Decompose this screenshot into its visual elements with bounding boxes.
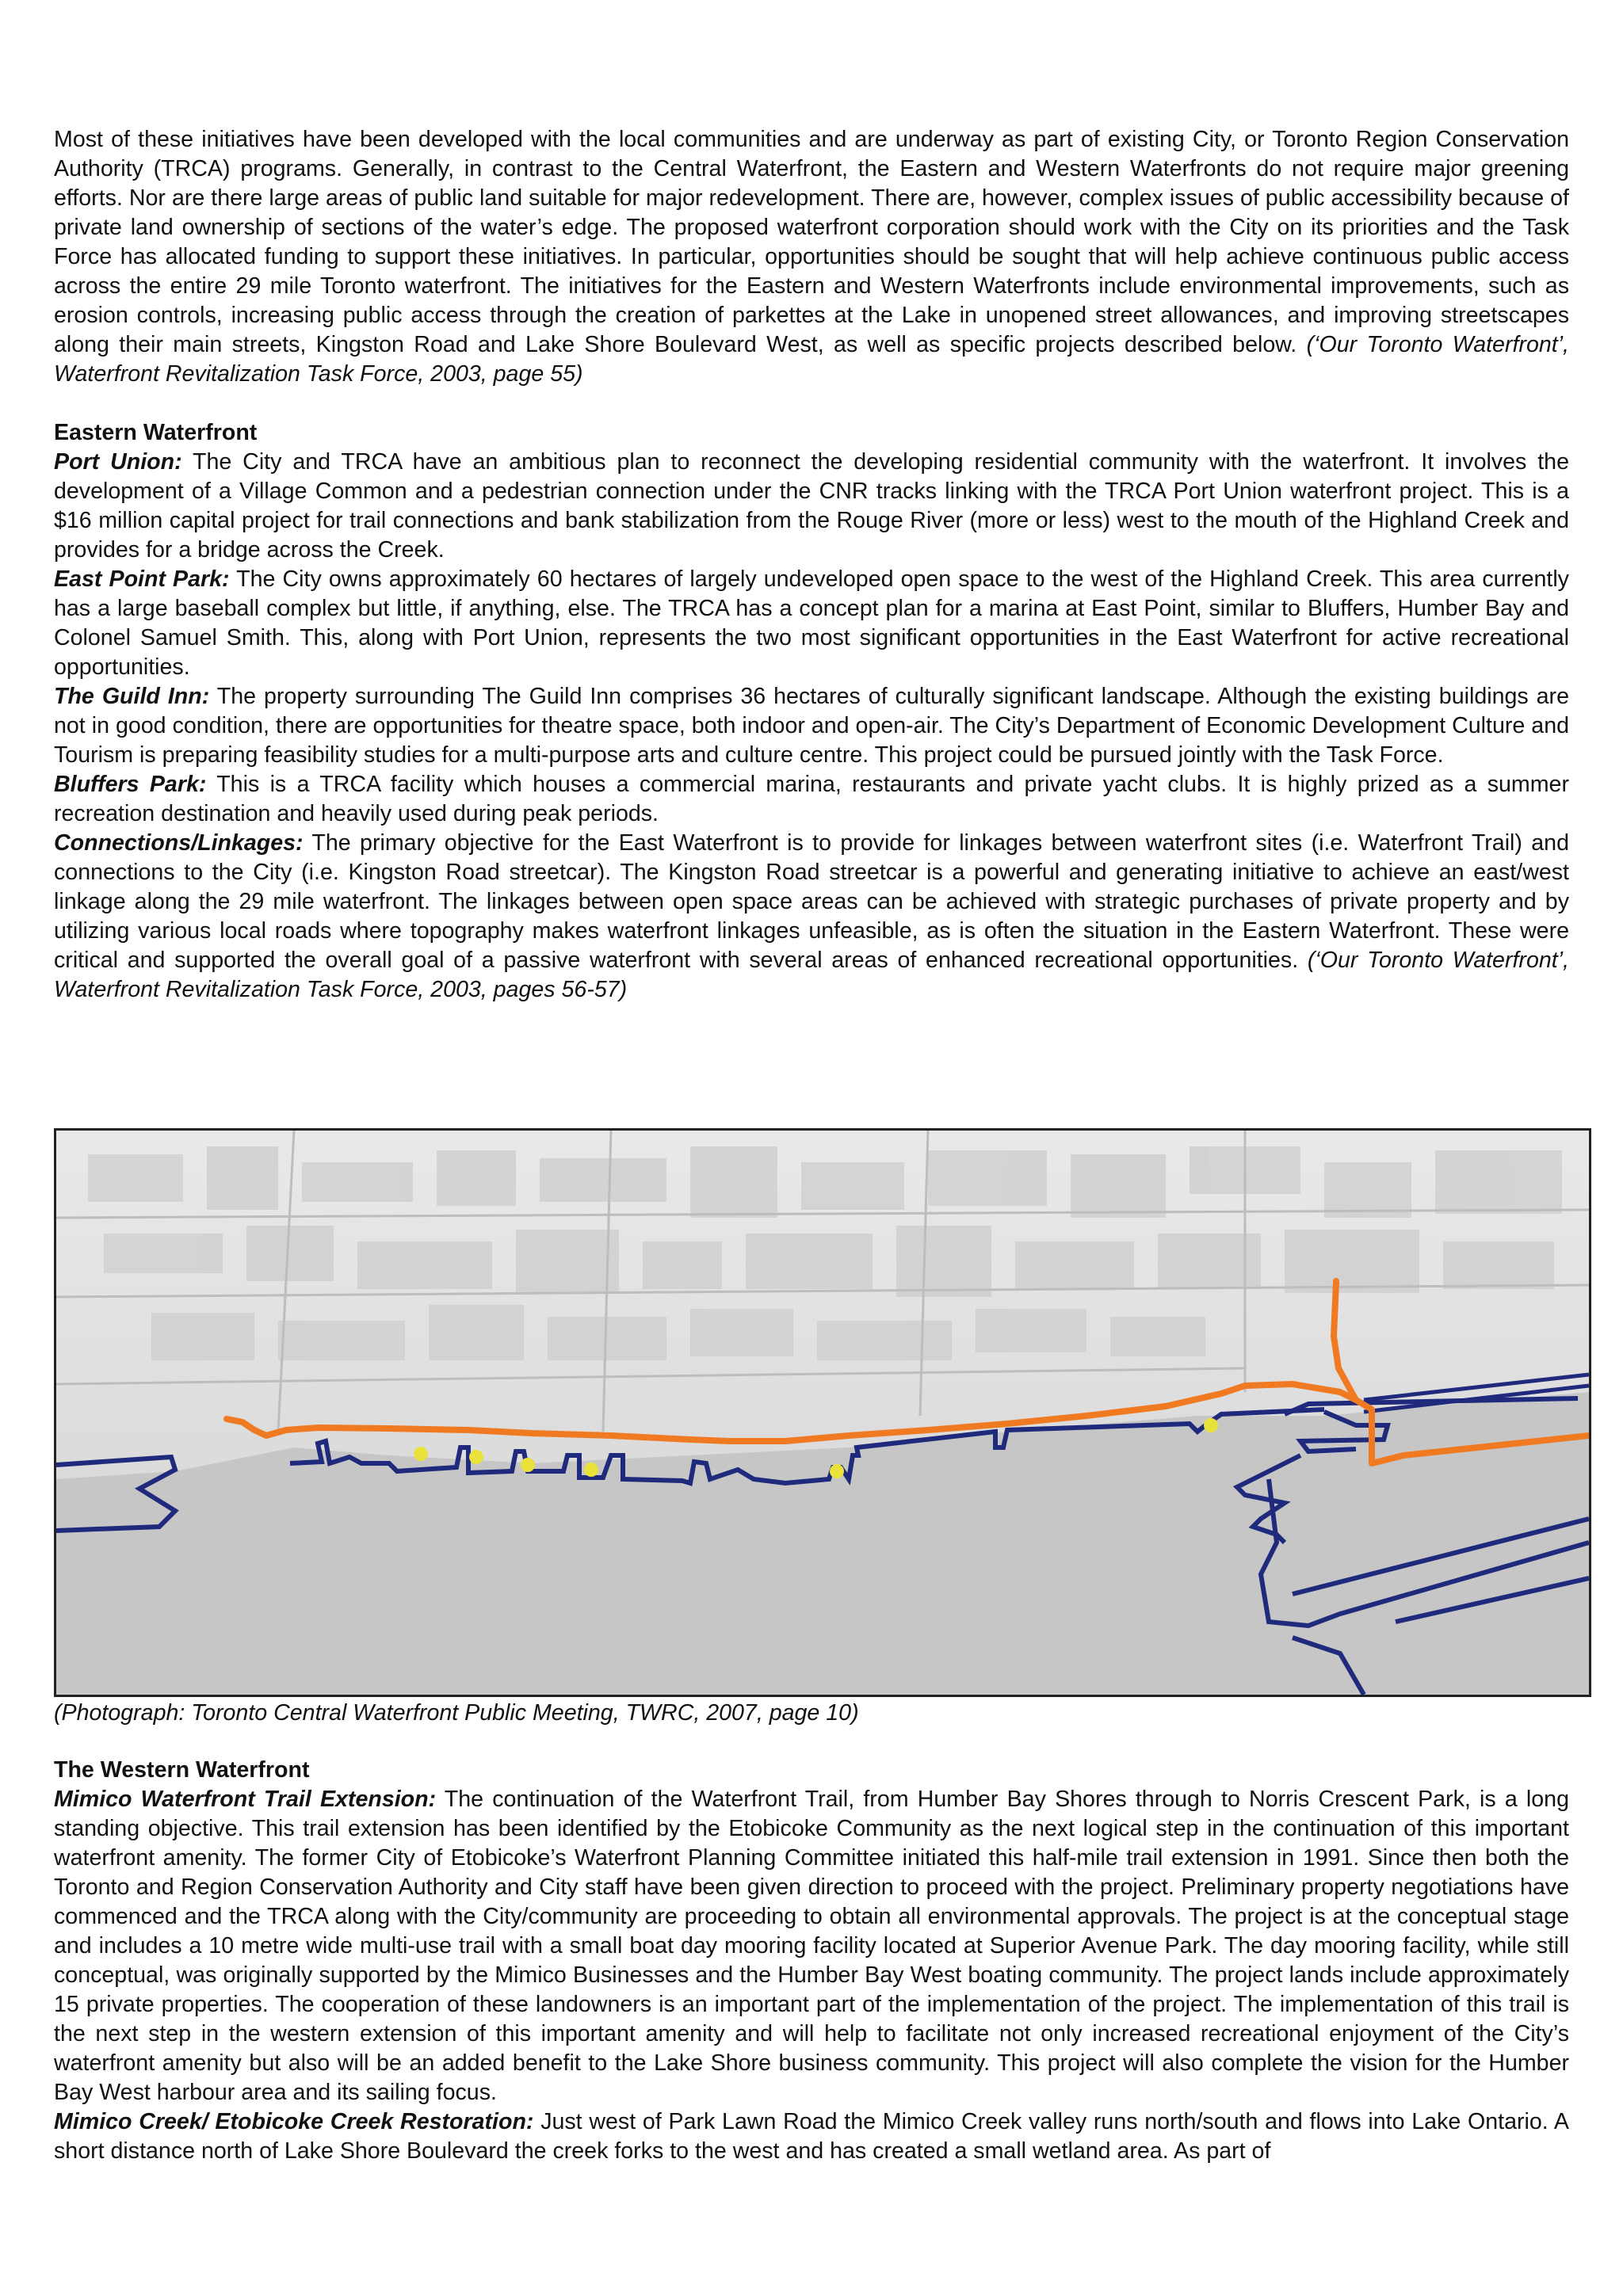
- western-waterfront-heading: The Western Waterfront: [54, 1757, 310, 1783]
- mimico-trail-paragraph: Mimico Waterfront Trail Extension: The continuation of the Waterfront Trail, from Humber Bay Shores through to Norris Crescent Park, is a long standing objective. This trail extension has been identified by the Etobicoke Community as the next logical step in the continuation of this important waterfront amenity. The former City of Etobicoke’s Waterfront Planning Committee initiated this half-mile trail extension in 1991. Since then both the Toronto and Region Conservation Authority and City staff have been given direction to proceed with the project. Preliminary property negotiations have commenced and the TRCA along with the City/community are proceeding to obtain all environmental approvals. The project is at the conceptual stage and includes a 10 metre wide multi-use trail with a small boat day mooring facility located at Superior Avenue Park. The day mooring facility, while still conceptual, was originally supported by the Mimico Businesses and the Humber Bay West boating community. The project lands include approximately 15 private properties. The cooperation of these landowners is an important part of the implementation of the project. The implementation of this trail is the next step in the western extension of this important amenity and will help to facilitate not only increased recreational enjoyment of the City’s waterfront amenity but also will be an added benefit to the Lake Shore business community. This project will also complete the vision for the Humber Bay West harbour area and its sailing focus.: [54, 1787, 1569, 2105]
- bluffers-park-paragraph: Bluffers Park: This is a TRCA facility which houses a commercial marina, restaurants and private yacht clubs. It is highly prized as a summer recreation destination and heavily used during peak periods.: [54, 772, 1569, 826]
- figure-caption: (Photograph: Toronto Central Waterfront Public Meeting, TWRC, 2007, page 10): [54, 1700, 859, 1726]
- intro-citation: (‘Our Toronto Waterfront’, Waterfront Revitalization Task Force, 2003, page 55): [54, 332, 1569, 387]
- intro-paragraph: [54, 125, 1569, 389]
- eastern-citation: (‘Our Toronto Waterfront’, Waterfront Revitalization Task Force, 2003, pages 56-57): [54, 948, 1569, 1002]
- intro-text: Most of these initiatives have been developed with the local communities and are underway as part of existing City, or Toronto Region Conservation Authority (TRCA) programs. Generally, in contrast to the Central Waterfront, the Eastern and Western Waterfronts do not require major greening efforts. Nor are there large areas of public land suitable for major redevelopment. There are, however, complex issues of public accessibility because of private land ownership of sections of the water’s edge. The proposed waterfront corporation should work with the City on its priorities and the Task Force has allocated funding to support these initiatives. In particular, opportunities should be sought that will help achieve continuous public access across the entire 29 mile Toronto waterfront. The initiatives for the Eastern and Western Waterfronts include environmental improvements, such as erosion controls, increasing public access through the creation of parkettes at the Lake in unopened street allowances, and improving streetscapes along their main streets, Kingston Road and Lake Shore Boulevard West, as well as specific projects described below.: [54, 127, 1569, 357]
- eastern-waterfront-heading: Eastern Waterfront: [54, 420, 258, 445]
- lower-text: [54, 1756, 1569, 2166]
- mimico-creek-paragraph: Mimico Creek/ Etobicoke Creek Restoration: Just west of Park Lawn Road the Mimico Creek valley runs north/south and flows into Lake Ontario. A short distance north of Lake Shore Boulevard the creek forks to the west and has created a small wetland area. As part of: [54, 2109, 1569, 2164]
- guild-inn-paragraph: The Guild Inn: The property surrounding The Guild Inn comprises 36 hectares of culturally significant landscape. Although the existing buildings are not in good condition, there are opportunities for theatre space, both indoor and open-air. The City’s Department of Economic Development Culture and Tourism is preparing feasibility studies for a multi-purpose arts and culture centre. This project could be pursued jointly with the Task Force.: [54, 684, 1569, 768]
- upper-text: [54, 125, 1569, 1005]
- east-point-park-paragraph: East Point Park: The City owns approximately 60 hectares of largely undeveloped open space to the west of the Highland Creek. This area currently has a large baseball complex but little, if anything, else. The TRCA has a concept plan for a marina at East Point, similar to Bluffers, Humber Bay and Colonel Samuel Smith. This, along with Port Union, represents the two most significant opportunities in the East Waterfront for active recreational opportunities.: [54, 566, 1569, 680]
- waterfront-map: [56, 1131, 1589, 1695]
- port-union-paragraph: Port Union: The City and TRCA have an ambitious plan to reconnect the developing residential community with the waterfront. It involves the development of a Village Common and a pedestrian connection under the CNR tracks linking with the TRCA Port Union waterfront project. This is a $16 million capital project for trail connections and bank stabilization from the Rouge River (more or less) west to the mouth of the Highland Creek and provides for a bridge across the Creek.: [54, 449, 1569, 563]
- connections-linkages-paragraph: Connections/Linkages: The primary objective for the East Waterfront is to provide for linkages between waterfront sites (i.e. Waterfront Trail) and connections to the City (i.e. Kingston Road streetcar). The Kingston Road streetcar is a powerful and generating initiative to achieve an east/west linkage along the 29 mile waterfront. The linkages between open space areas can be achieved with strategic purchases of private property and by utilizing various local roads where topography makes waterfront linkages unfeasible, as is often the situation in the Eastern Waterfront. These were critical and supported the overall goal of a passive waterfront with several areas of enhanced recreational opportunities. (‘Our Toronto Waterfront’, Waterfront Revitalization Task Force, 2003, pages 56-57): [54, 830, 1569, 1002]
- waterfront-aerial-photo: [54, 1128, 1591, 1697]
